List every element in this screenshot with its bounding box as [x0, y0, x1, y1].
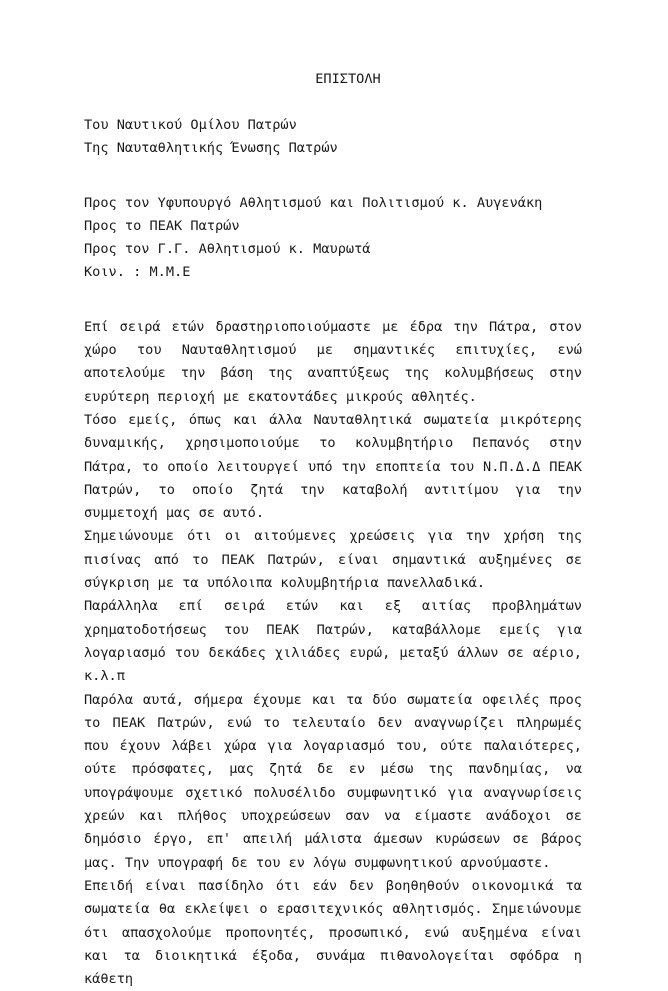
- recipient-line: Προς το ΠΕΑΚ Πατρών: [84, 217, 240, 234]
- body-paragraph: Επί σειρά ετών δραστηριοποιούμαστε με έδρα την Πάτρα, στον χώρο του Ναυταθλητισμού με σημαντικές επιτυχίες, ενώ αποτελούμε την βάση της αναπτύξεως της κολυμβήσεως στην ευρύτερη περιοχή με εκατοντάδες μικρούς αθλητές.: [84, 318, 582, 405]
- sender-line: Του Ναυτικού Ομίλου Πατρών: [84, 117, 297, 133]
- body-paragraph: Παράλληλα επί σειρά ετών και εξ αιτίας προβλημάτων χρηματοδοτήσεως του ΠΕΑΚ Πατρών, καταβάλλομε εμείς για λογαριασμό του δεκάδες χιλιάδες ευρώ, μεταξύ άλλων σε αέριο, κ.λ.π: [84, 598, 582, 685]
- recipient-line: Προς τον Γ.Γ. Αθλητισμού κ. Μαυρωτά: [84, 241, 371, 258]
- body-paragraph: Σημειώνουμε ότι οι αιτούμενες χρεώσεις για την χρήση της πισίνας από το ΠΕΑΚ Πατρών, είναι σημαντικά αυξημένες σε σύγκριση με τα υπόλοιπα κολυμβητήρια πανελλαδικά.: [84, 528, 582, 592]
- letter-title: ΕΠΙΣΤΟΛΗ: [315, 71, 381, 87]
- body-paragraph: Τόσο εμείς, όπως και άλλα Ναυταθλητικά σωματεία μικρότερης δυναμικής, χρησιμοποιούμε το κολυμβητήριο Πεπανός στην Πάτρα, το οποίο λειτουργεί υπό την εποπτεία του Ν.Π.Δ.Δ ΠΕΑΚ Πατρών, το οποίο ζητά την καταβολή αντιτίμου για την συμμετοχή μας σε αυτό.: [84, 411, 582, 522]
- sender-line: Της Ναυταθλητικής Ένωσης Πατρών: [84, 140, 338, 157]
- recipient-line: Προς τον Υφυπουργό Αθλητισμού και Πολιτισμού κ. Αυγενάκη: [84, 194, 543, 211]
- body-paragraph: Παρόλα αυτά, σήμερα έχουμε και τα δύο σωματεία οφειλές προς το ΠΕΑΚ Πατρών, ενώ το τελευταίο δεν αναγνωρίζει πληρωμές που έχουν λάβει χώρα για λογαριασμό του, ούτε παλαιότερες, ούτε πρόσφατες, μας ζητά δε εν μέσω της πανδημίας, να υπογράψουμε σχετικό πολυσέλιδο συμφωνητικό για αναγνωρίσεις χρεών και πλήθος υποχρεώσεων σαν να είμαστε ανάδοχοι σε δημόσιο έργο, επ' απειλή μάλιστα άμεσων κυρώσεων σε βάρος μας. Την υπογραφή δε του εν λόγω συμφωνητικού αρνούμαστε.: [84, 691, 582, 871]
- cc-line: Κοιν. : Μ.Μ.Ε: [84, 264, 191, 281]
- body-paragraph: Επειδή είναι πασίδηλο ότι εάν δεν βοηθηθούν οικονομικά τα σωματεία θα εκλείψει ο ερασιτεχνικός αθλητισμός. Σημειώνουμε ότι απασχολούμε προπονητές, προσωπικό, ενώ αυξημένα είναι και τα διοικητικά έξοδα, συνάμα πιθανολογείται σφόδρα η κάθετη: [84, 877, 582, 988]
